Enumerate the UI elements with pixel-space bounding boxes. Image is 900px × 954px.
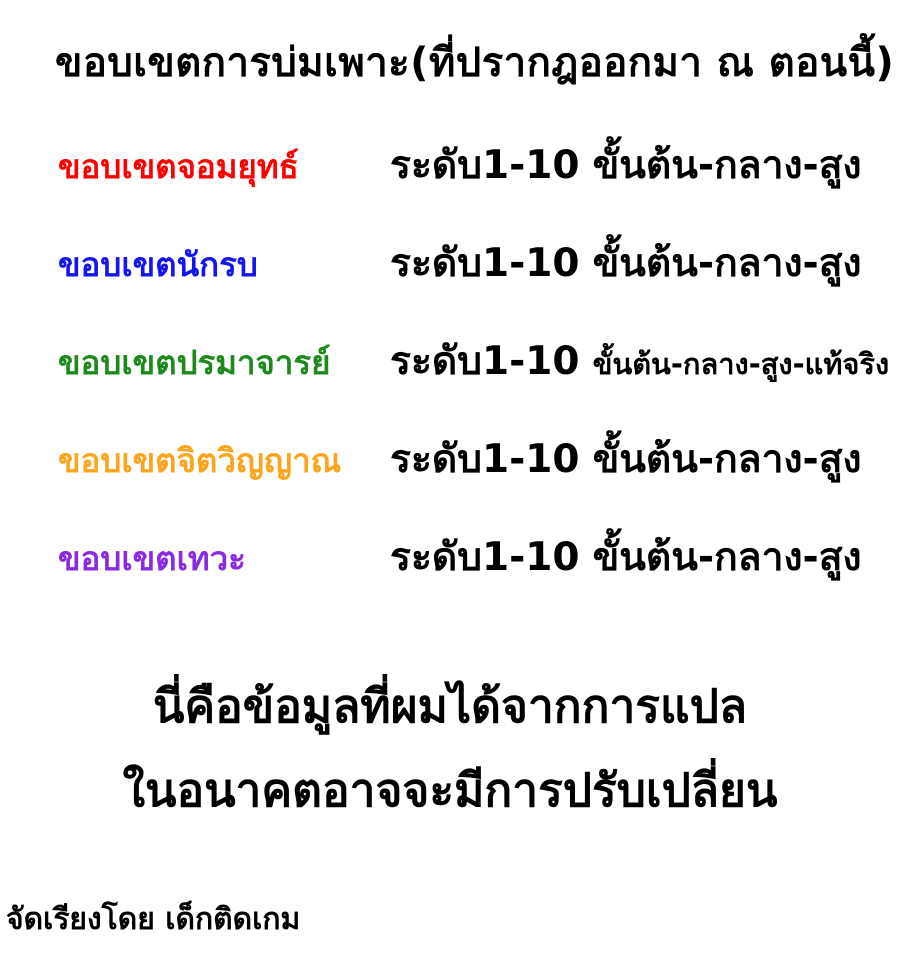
level-range: ระดับ1-10 — [390, 143, 580, 188]
realm-row-grandmaster — [58, 330, 890, 394]
realm-name: ขอบเขตเทวะ — [58, 539, 246, 578]
level-range: ระดับ1-10 — [390, 339, 580, 384]
stage-range: ขั้นต้น-กลาง-สูง — [592, 437, 862, 482]
realm-name: ขอบเขตจอมยุทธ์ — [58, 147, 299, 186]
note-line-2: ในอนาคตอาจจะมีการปรับเปลี่ยน — [122, 763, 778, 817]
translator-note — [0, 664, 900, 832]
realm-row-spirit — [58, 428, 890, 492]
stage-range: ขั้นต้น-กลาง-สูง — [592, 143, 862, 188]
realm-name: ขอบเขตปรมาจารย์ — [58, 343, 331, 382]
realm-levels — [390, 330, 889, 392]
stage-range: ขั้นต้น-กลาง-สูง-แท้จริง — [592, 347, 890, 381]
level-range: ระดับ1-10 — [390, 241, 580, 286]
realm-levels — [390, 232, 862, 294]
page-title: ขอบเขตการบ่มเพาะ(ที่ปรากฎออกมา ณ ตอนนี้) — [55, 40, 895, 86]
note-line-1: นี่คือข้อมูลที่ผมได้จากการแปล — [152, 679, 748, 733]
realm-levels — [390, 134, 862, 196]
realm-row-deva — [58, 526, 890, 590]
stage-range: ขั้นต้น-กลาง-สูง — [592, 241, 862, 286]
level-range: ระดับ1-10 — [390, 437, 580, 482]
realm-levels — [390, 428, 862, 490]
level-range: ระดับ1-10 — [390, 535, 580, 580]
realm-list — [58, 134, 890, 624]
realm-levels — [390, 526, 862, 588]
realm-row-martial — [58, 134, 890, 198]
realm-name: ขอบเขตจิตวิญญาณ — [58, 441, 342, 480]
stage-range: ขั้นต้น-กลาง-สูง — [592, 535, 862, 580]
credit-line: จัดเรียงโดย เด็กติดเกม — [6, 902, 301, 937]
realm-row-warrior — [58, 232, 890, 296]
realm-name: ขอบเขตนักรบ — [58, 245, 258, 284]
